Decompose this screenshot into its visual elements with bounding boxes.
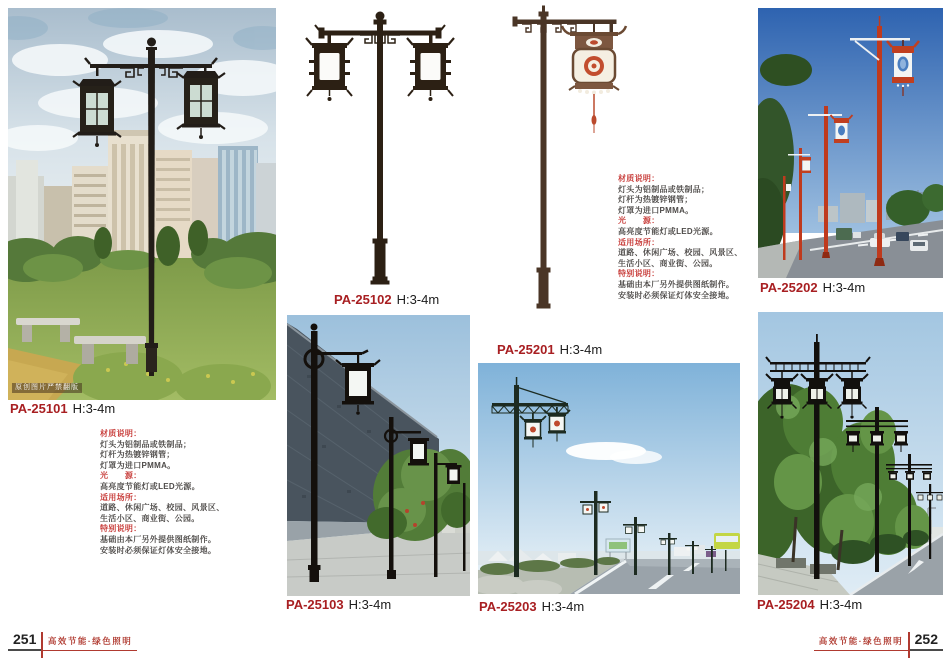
- photo-illustration-triple-lantern-street: [758, 312, 943, 595]
- product-label-pa-25101: [10, 402, 115, 416]
- footer-slogan: 高效节能·绿色照明: [814, 637, 908, 651]
- spec-sheet-left: [100, 429, 280, 556]
- spec-line: 灯头为铝制品或铁制品；: [618, 184, 710, 194]
- product-render-pa-25102: [303, 4, 458, 292]
- product-label-pa-25201: [497, 343, 602, 357]
- product-height: H:3-4m: [396, 292, 440, 307]
- product-code: PA-25102: [334, 292, 392, 307]
- product-photo-pa-25202: [758, 8, 943, 278]
- product-code: PA-25101: [10, 401, 68, 416]
- photo-illustration-red-pole-street: [758, 8, 943, 278]
- spec-heading: 材质说明：: [618, 174, 660, 183]
- spec-line: 基础由本厂另外提供图纸制作。: [100, 534, 217, 544]
- spec-line: 高亮度节能灯或LED光源。: [100, 481, 200, 491]
- footer-divider: [908, 632, 910, 658]
- spec-line: 灯杆为热镀锌钢管；: [618, 195, 693, 205]
- product-label-pa-25202: [760, 281, 865, 295]
- product-label-pa-25103: [286, 598, 391, 612]
- photo-watermark: 原创图片严禁翻版: [12, 383, 82, 393]
- page-number: 251: [8, 632, 41, 651]
- lantern-left: [306, 38, 353, 101]
- photo-illustration-park-lamp: [8, 8, 276, 400]
- palace-lantern: [562, 23, 626, 133]
- spec-line: 高亮度节能灯或LED光源。: [618, 226, 718, 236]
- spec-line: 生活小区、商业街、公园。: [100, 513, 200, 523]
- product-photo-pa-25101: [8, 8, 276, 400]
- spec-line: 安装时必须保证灯体安全接地。: [100, 545, 217, 555]
- page-number: 252: [910, 632, 943, 651]
- product-label-pa-25102: [334, 293, 439, 307]
- product-photo-pa-25103: [287, 315, 470, 596]
- product-photo-pa-25203: [478, 363, 740, 594]
- spec-heading: 光 源：: [100, 471, 142, 481]
- render-double-lantern-post: [303, 4, 458, 292]
- lantern-right: [407, 38, 454, 101]
- spec-line: 道路、休闲广场、校园、风景区、: [618, 248, 743, 258]
- spec-line: 灯罩为进口PMMA。: [100, 460, 176, 470]
- product-height: H:3-4m: [559, 342, 603, 357]
- spec-heading: 适用场所：: [618, 237, 660, 247]
- product-label-pa-25204: [757, 598, 862, 612]
- spec-line: 灯杆为热镀锌钢管；: [100, 450, 175, 460]
- spec-heading: 特别说明：: [618, 269, 660, 279]
- product-height: H:3-4m: [822, 280, 866, 295]
- lantern-row-3: [888, 471, 932, 480]
- product-photo-pa-25204: [758, 312, 943, 595]
- photo-illustration-highway-lamps: [478, 363, 740, 594]
- spec-heading: 材质说明：: [100, 429, 142, 438]
- product-code: PA-25202: [760, 280, 818, 295]
- spec-line: 道路、休闲广场、校园、风景区、: [100, 503, 225, 513]
- spec-line: 灯头为铝制品或铁制品；: [100, 439, 192, 449]
- spec-line: 基础由本厂另外提供图纸制作。: [618, 279, 735, 289]
- footer-slogan: 高效节能·绿色照明: [43, 637, 137, 651]
- spec-line: 灯罩为进口PMMA。: [618, 205, 694, 215]
- product-height: H:3-4m: [72, 401, 116, 416]
- page-footer-right: [814, 619, 943, 651]
- product-height: H:3-4m: [819, 597, 863, 612]
- spec-line: 安装时必须保证灯体安全接地。: [618, 290, 735, 300]
- product-code: PA-25203: [479, 599, 537, 614]
- spec-heading: 适用场所：: [100, 492, 142, 502]
- photo-illustration-city-wall-lamps: [287, 315, 470, 596]
- product-height: H:3-4m: [348, 597, 392, 612]
- spec-line: 生活小区、商业街、公园。: [618, 258, 718, 268]
- footer-divider: [41, 632, 43, 658]
- product-height: H:3-4m: [541, 599, 585, 614]
- spec-heading: 光 源：: [618, 216, 660, 226]
- product-code: PA-25204: [757, 597, 815, 612]
- product-code: PA-25201: [497, 342, 555, 357]
- spec-heading: 特别说明：: [100, 524, 142, 534]
- product-label-pa-25203: [479, 600, 584, 614]
- page-footer-left: [8, 619, 137, 651]
- product-code: PA-25103: [286, 597, 344, 612]
